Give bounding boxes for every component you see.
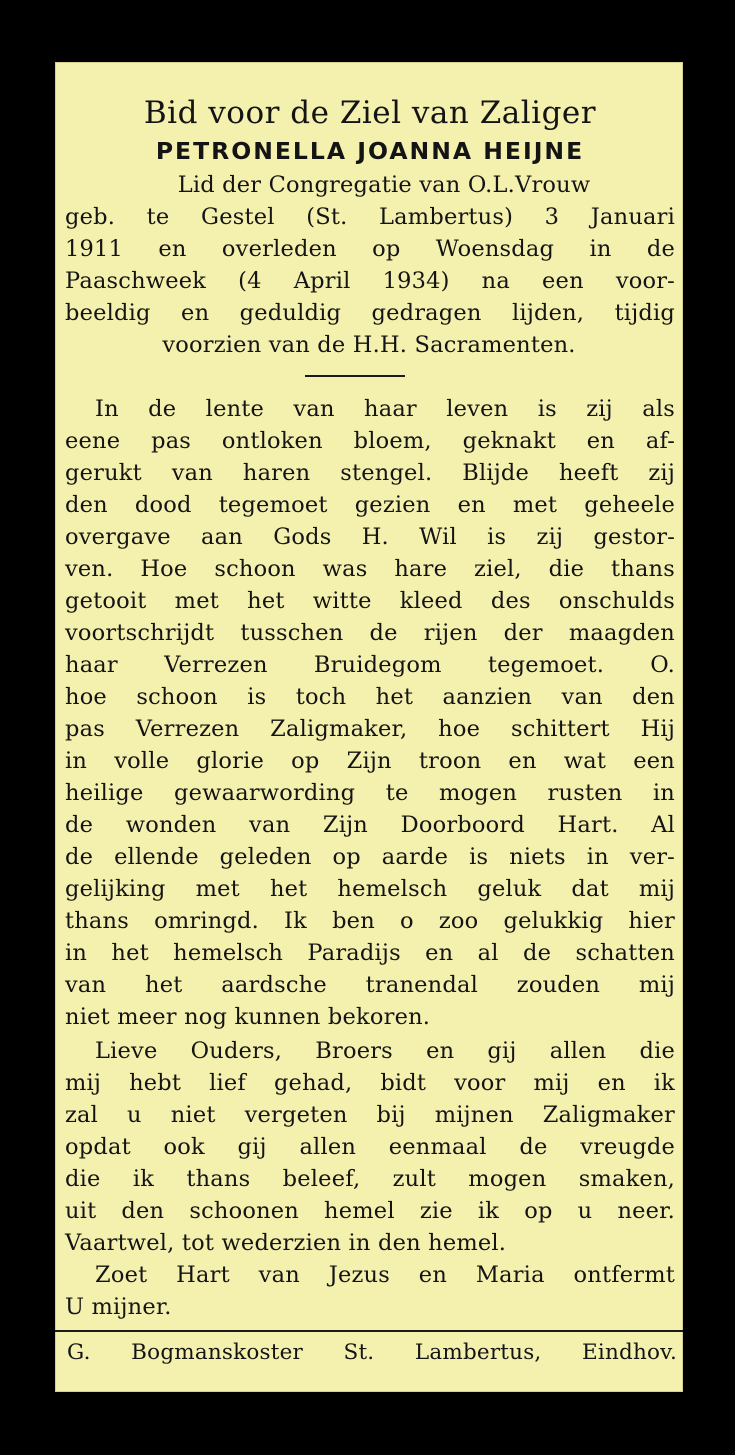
intro-line: Paaschweek (4 April 1934) na een voor- xyxy=(65,268,675,294)
body-line: getooit met het witte kleed des onschulds xyxy=(65,588,675,614)
body-line: de ellende geleden op aarde is niets in ver- xyxy=(65,844,675,870)
intro-line: Lid der Congregatie van O.L.Vrouw xyxy=(177,172,591,198)
body-line: uit den schoonen hemel zie ik op u neer. xyxy=(65,1198,675,1224)
body-line: de wonden van Zijn Doorboord Hart. Al xyxy=(65,812,675,838)
section-divider xyxy=(305,375,405,377)
body-line: Lieve Ouders, Broers en gij allen die xyxy=(95,1038,675,1064)
card-title: Bid voor de Ziel van Zaliger xyxy=(143,95,597,131)
footer-divider xyxy=(55,1330,683,1332)
body-line: haar Verrezen Bruidegom tegemoet. O. xyxy=(65,652,675,678)
body-line: heilige gewaarwording te mogen rusten in xyxy=(65,780,675,806)
body-line: van het aardsche tranendal zouden mij xyxy=(65,972,675,998)
body-line: voortschrijdt tusschen de rijen der maagden xyxy=(65,620,675,646)
printer-credit: G. Bogmanskoster St. Lambertus, Eindhov. xyxy=(67,1340,677,1365)
body-line: gelijking met het hemelsch geluk dat mij xyxy=(65,876,675,902)
body-line: den dood tegemoet gezien en met geheele xyxy=(65,492,675,518)
intro-line: geb. te Gestel (St. Lambertus) 3 Januari xyxy=(65,204,675,230)
body-line: mij hebt lief gehad, bidt voor mij en ik xyxy=(65,1070,675,1096)
body-line: In de lente van haar leven is zij als xyxy=(95,396,675,422)
body-line: zal u niet vergeten bij mijnen Zaligmaker xyxy=(65,1102,675,1128)
body-line: pas Verrezen Zaligmaker, hoe schittert Hij xyxy=(65,716,675,742)
body-line: in het hemelsch Paradijs en al de schatten xyxy=(65,940,675,966)
body-line: U mijner. xyxy=(65,1294,172,1320)
body-line: gerukt van haren stengel. Blijde heeft zij xyxy=(65,460,675,486)
body-line: hoe schoon is toch het aanzien van den xyxy=(65,684,675,710)
body-line: thans omringd. Ik ben o zoo gelukkig hier xyxy=(65,908,675,934)
intro-line: beeldig en geduldig gedragen lijden, tijdig xyxy=(65,300,675,326)
body-line: opdat ook gij allen eenmaal de vreugde xyxy=(65,1134,675,1160)
intro-line: voorzien van de H.H. Sacramenten. xyxy=(162,332,576,358)
body-line: Zoet Hart van Jezus en Maria ontfermt xyxy=(95,1262,675,1288)
body-line: in volle glorie op Zijn troon en wat een xyxy=(65,748,675,774)
body-line: niet meer nog kunnen bekoren. xyxy=(65,1004,431,1030)
body-line: eene pas ontloken bloem, geknakt en af- xyxy=(65,428,675,454)
body-line: Vaartwel, tot wederzien in den hemel. xyxy=(65,1230,507,1256)
memorial-card xyxy=(55,62,683,1392)
body-line: ven. Hoe schoon was hare ziel, die thans xyxy=(65,556,675,582)
intro-line: 1911 en overleden op Woensdag in de xyxy=(65,236,675,262)
body-line: overgave aan Gods H. Wil is zij gestor- xyxy=(65,524,675,550)
deceased-name: PETRONELLA JOANNA HEIJNE xyxy=(155,137,585,165)
body-line: die ik thans beleef, zult mogen smaken, xyxy=(65,1166,675,1192)
